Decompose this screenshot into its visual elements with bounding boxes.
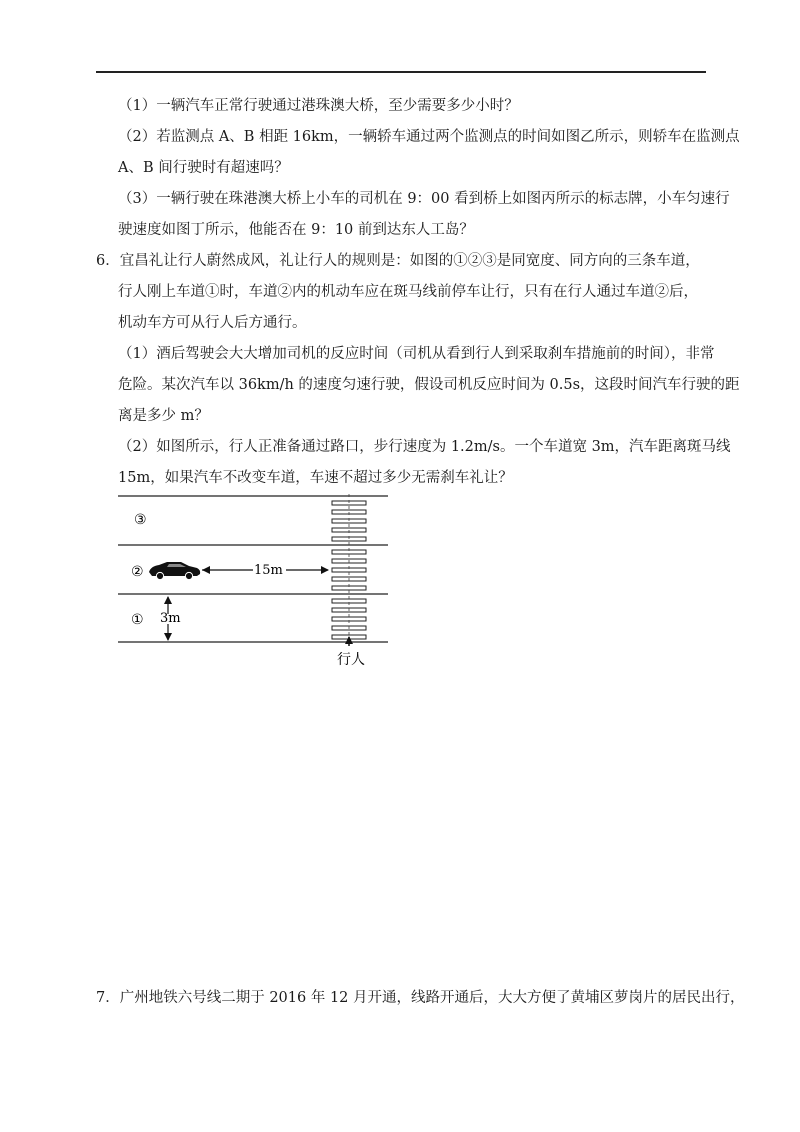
q6-intro-line2: 行人刚上车道①时，车道②内的机动车应在斑马线前停车让行，只有在行人通过车道②后，: [118, 284, 698, 300]
distance-label: 15m: [254, 563, 283, 578]
lane-2-label: ②: [131, 564, 144, 580]
q6-intro-line3: 机动车方可从行人后方通行。: [118, 315, 307, 331]
q6-intro-line1: 6．宜昌礼让行人蔚然成风，礼让行人的规则是：如图的①②③是同宽度、同方向的三条车道，: [96, 253, 700, 269]
q5-part2-line2: A、B 间行驶时有超速吗？: [118, 160, 289, 176]
q6-part2-line2: 15m，如果汽车不改变车道，车速不超过多少无需刹车礼让？: [118, 470, 513, 486]
pedestrian-label: 行人: [337, 652, 365, 668]
lane-3-label: ③: [134, 512, 147, 528]
q5-part3-line1: （3）一辆行驶在珠港澳大桥上小车的司机在 9：00 看到桥上如图丙所示的标志牌，小车匀速行: [118, 191, 730, 207]
q6-part1-line1: （1）酒后驾驶会大大增加司机的反应时间（司机从看到行人到采取刹车措施前的时间），非常: [118, 346, 715, 362]
q5-part1: （1）一辆汽车正常行驶通过港珠澳大桥，至少需要多少小时？: [118, 98, 519, 114]
zebra-crossing: [332, 501, 366, 639]
lane-1-label: ①: [131, 612, 144, 628]
q5-part3-line2: 驶速度如图丁所示，他能否在 9：10 前到达东人工岛？: [118, 222, 474, 238]
car-icon: [149, 562, 200, 580]
q5-part2-line1: （2）若监测点 A、B 相距 16km，一辆轿车通过两个监测点的时间如图乙所示，则轿车在监测点: [118, 129, 740, 145]
q7-intro-line1: 7．广州地铁六号线二期于 2016 年 12 月开通，线路开通后，大大方便了黄埔区萝岗片的居民出行，: [96, 990, 745, 1006]
width-label: 3m: [160, 611, 181, 626]
q6-part1-line3: 离是多少 m？: [118, 408, 209, 424]
lane-diagram: [118, 494, 390, 674]
q6-part1-line2: 危险。某次汽车以 36km/h 的速度匀速行驶，假设司机反应时间为 0.5s，这段时间汽车行驶的距: [118, 377, 740, 393]
q6-part2-line1: （2）如图所示，行人正准备通过路口，步行速度为 1.2m/s。一个车道宽 3m，汽车距离斑马线: [118, 439, 731, 455]
header-rule: [96, 71, 706, 73]
